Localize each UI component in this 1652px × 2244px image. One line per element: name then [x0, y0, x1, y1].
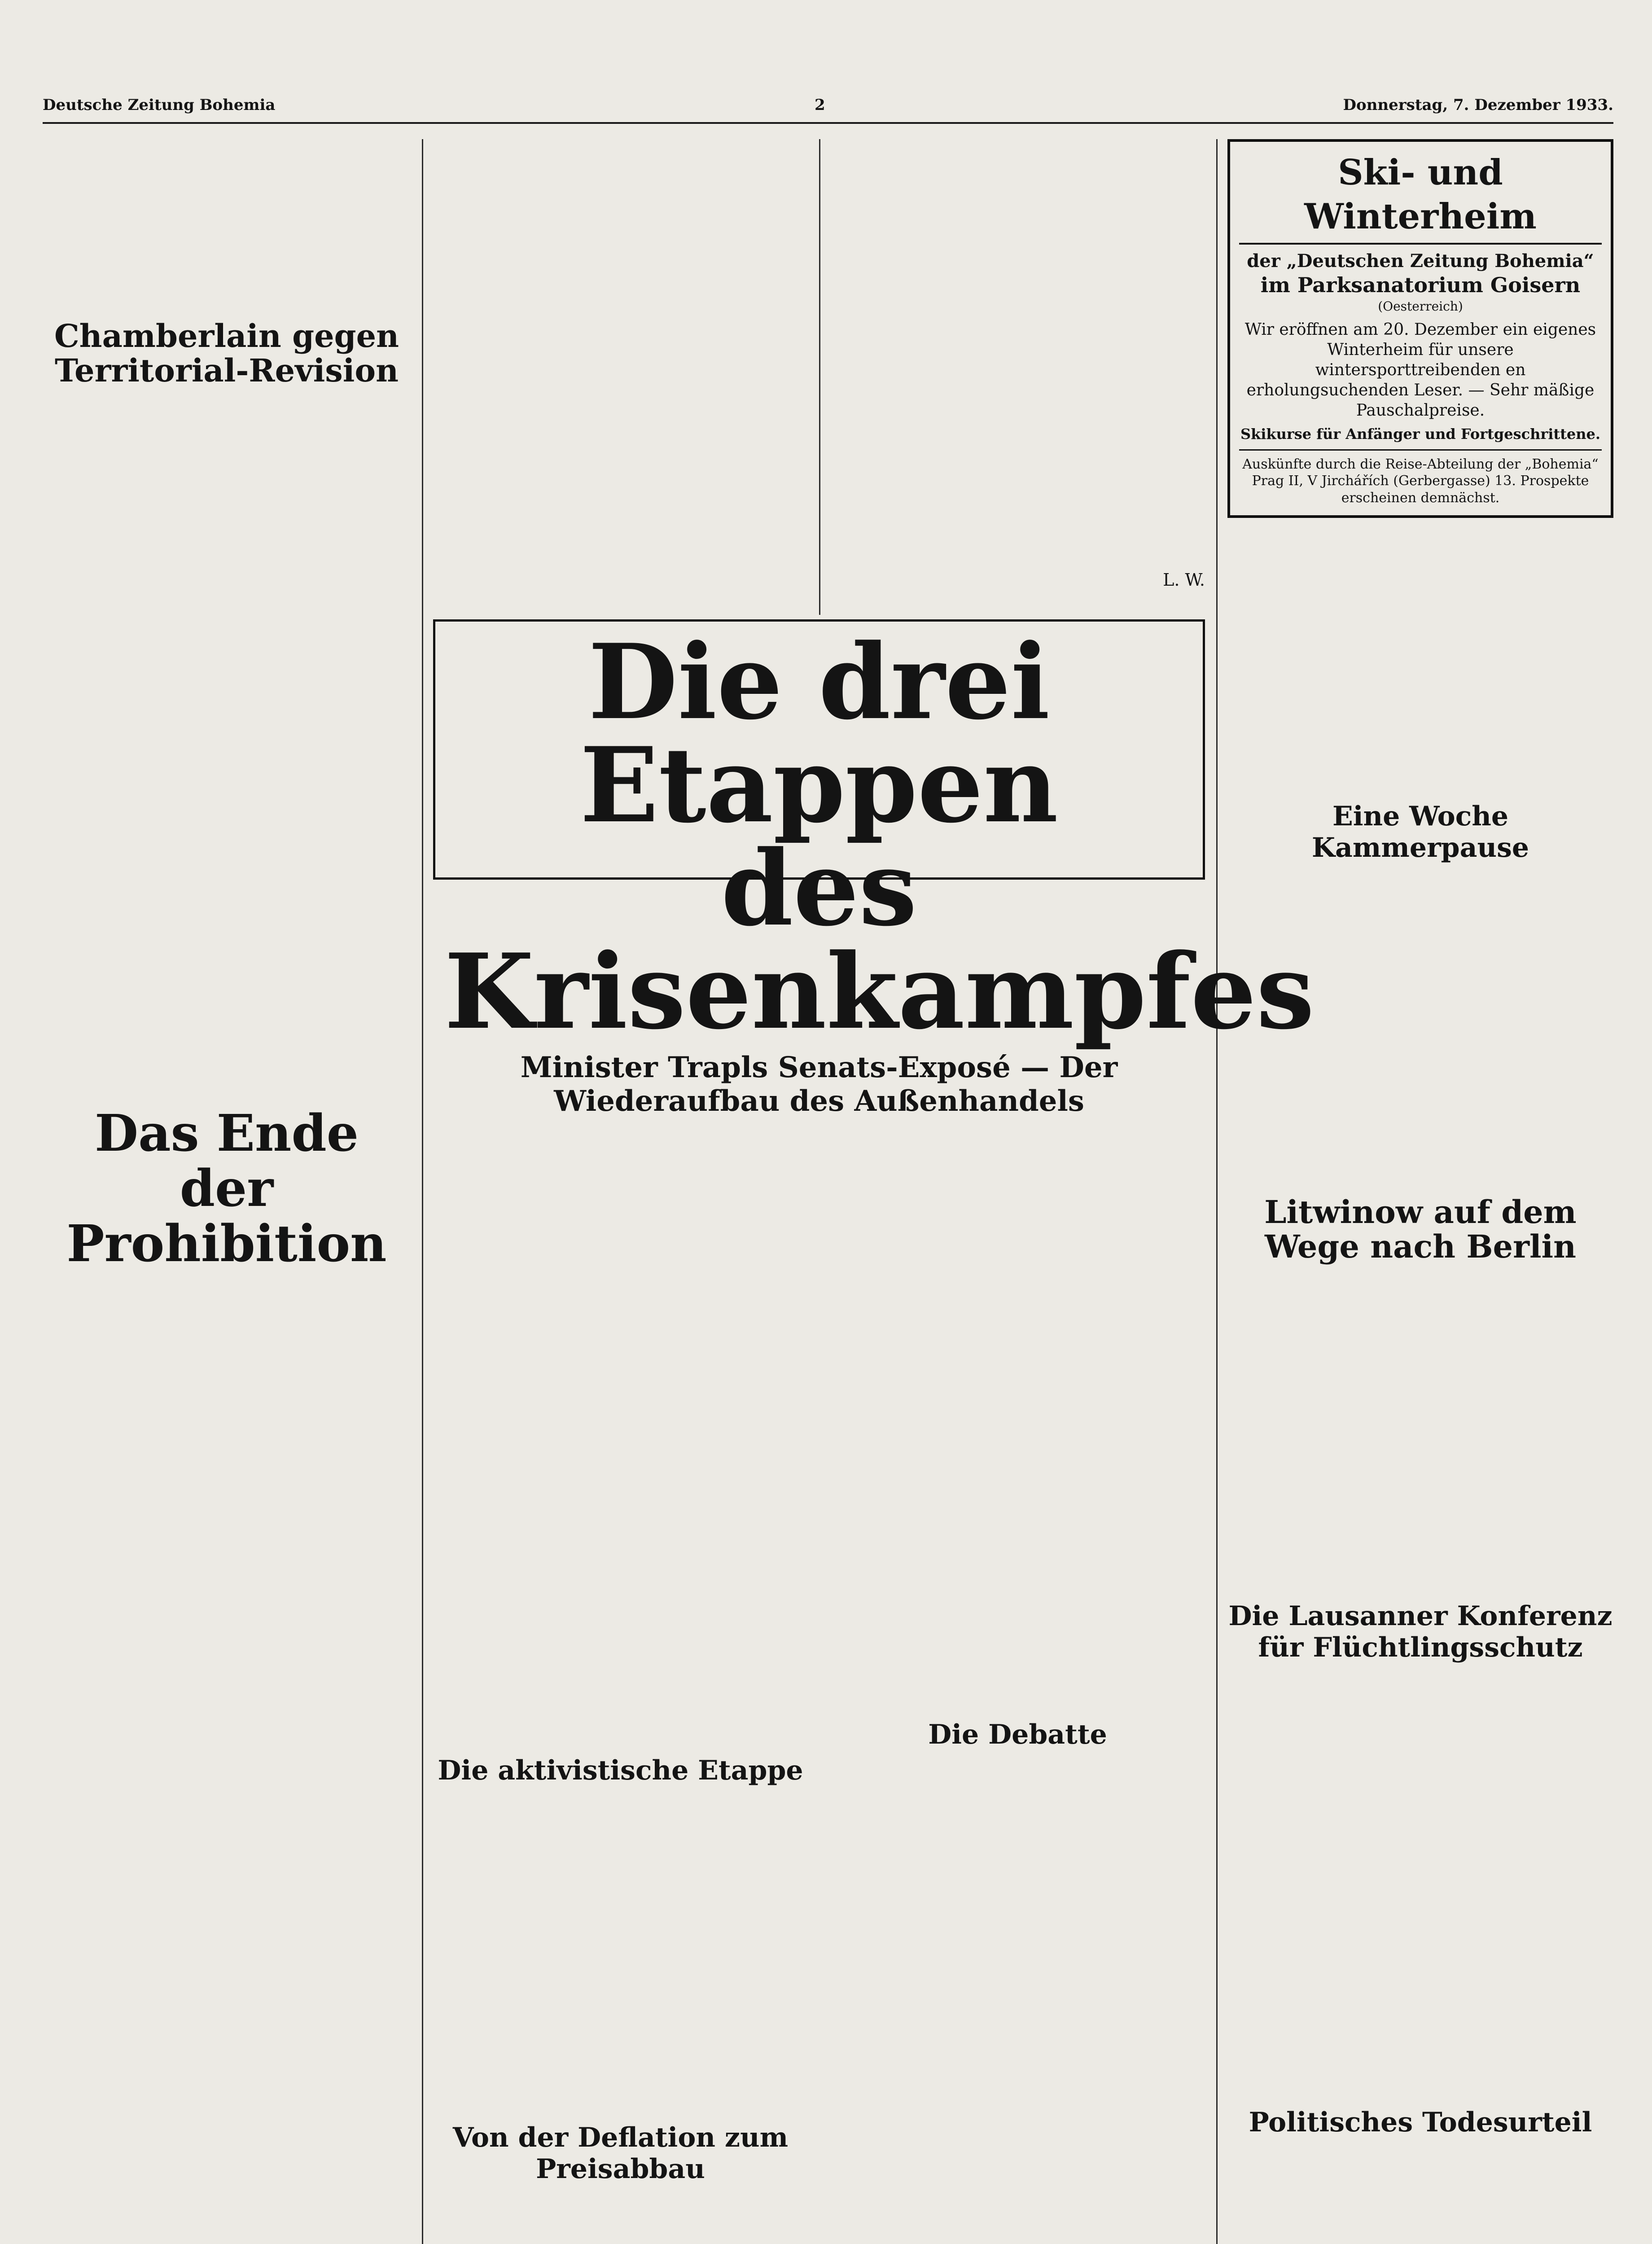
column-divider — [422, 139, 423, 2244]
issue-date: Donnerstag, 7. Dezember 1933. — [1343, 96, 1613, 114]
ad-note: Skikurse für Anfänger und Fortgeschrittene. — [1240, 425, 1601, 443]
banner-subtitle: Minister Trapls Senats-Exposé — Der Wiederaufbau des Außenhandels — [520, 1051, 1118, 1118]
ad-footer: Auskünfte durch die Reise-Abteilung der „Bohemia“ Prag II, V Jirchářích (Gerbergasse) 13. Prospekte erscheinen demnächst. — [1239, 449, 1602, 507]
banner-title-line-2: des Krisenkampfes — [444, 828, 1315, 1052]
column-1 — [43, 139, 411, 1281]
ad-location: (Oesterreich) — [1378, 298, 1463, 314]
ad-line: im Parksanatorium Goisern — [1260, 273, 1581, 297]
article-text — [1227, 1273, 1613, 1587]
page-number: 2 — [815, 96, 825, 114]
page-header — [43, 90, 1613, 121]
column-divider — [1216, 139, 1218, 2244]
advertisement — [1227, 139, 1613, 518]
headline: Politisches Todesurteil — [1249, 2107, 1592, 2138]
headline: Von der Deflation zum Preisabbau — [452, 2122, 789, 2185]
headline: Litwinow auf dem Wege nach Berlin — [1264, 1193, 1577, 1265]
header-rule — [43, 122, 1613, 124]
ad-title: Ski- und Winterheim — [1239, 151, 1602, 245]
article-text — [830, 898, 1205, 1705]
column-2 — [433, 139, 808, 597]
banner-title-line-1: Die drei Etappen — [580, 622, 1058, 846]
ad-offer: Wir eröffnen am 20. Dezember ein eigenes Winterheim für unsere wintersporttreibenden en erholungsuchenden Leser. — Sehr mäßige Pauschalpreise. — [1244, 320, 1596, 420]
headline: Die Debatte — [928, 1719, 1107, 1750]
headline: Chamberlain gegen Territorial-Revision — [54, 317, 399, 389]
headline: Eine Woche Kammerpause — [1311, 801, 1529, 863]
headline: Die aktivistische Etappe — [438, 1755, 803, 1786]
article-text — [43, 139, 411, 310]
article-text — [433, 1794, 808, 2108]
column-divider — [819, 139, 820, 615]
newspaper-page — [43, 90, 1613, 2244]
column-3-lower — [830, 898, 1205, 1758]
banner-headline — [433, 619, 1315, 1118]
article-text — [1227, 1671, 1613, 2093]
article-text — [830, 139, 1205, 570]
article-text — [43, 397, 411, 1097]
signature: L. W. — [1163, 570, 1205, 590]
article-text — [1227, 872, 1613, 1186]
headline: Die Lausanner Konferenz für Flüchtlingsschutz — [1228, 1600, 1613, 1663]
ad-line: der „Deutschen Zeitung Bohemia“ — [1247, 250, 1594, 272]
headline: Das Ende der Prohibition — [66, 1104, 387, 1274]
masthead: Deutsche Zeitung Bohemia — [43, 96, 276, 114]
article-text — [433, 139, 808, 597]
column-4 — [1227, 139, 1613, 2146]
column-3 — [830, 139, 1205, 590]
article-text — [1227, 536, 1613, 787]
